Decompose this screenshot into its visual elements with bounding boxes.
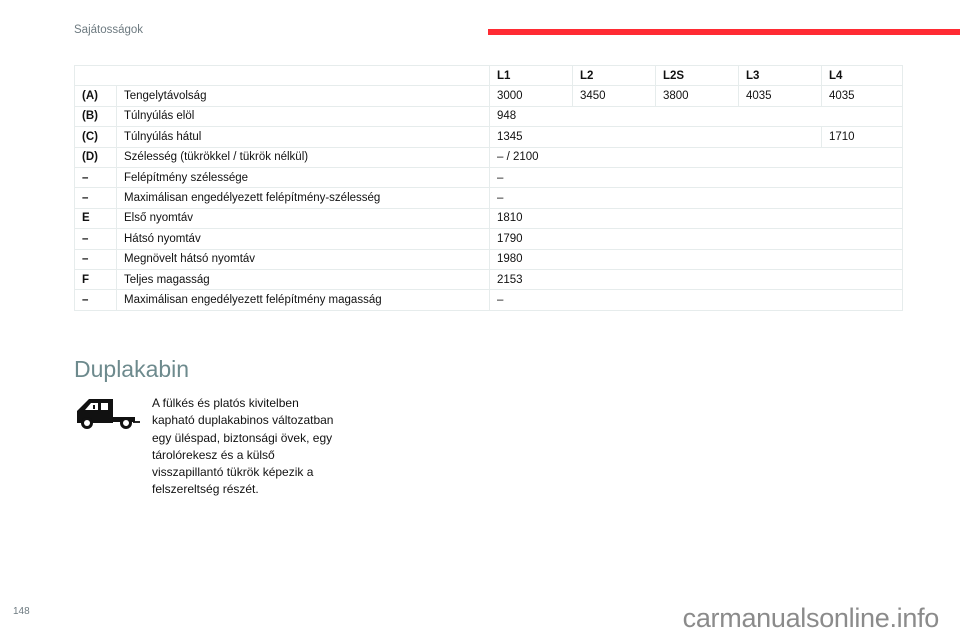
- row-value: 4035: [739, 86, 822, 106]
- row-code: –: [75, 249, 117, 269]
- row-label: Szélesség (tükrökkel / tükrök nélkül): [117, 147, 490, 167]
- table-row: [75, 208, 903, 228]
- accent-bar: [488, 29, 960, 35]
- watermark: carmanualsonline.info: [682, 603, 939, 633]
- row-code: (D): [75, 147, 117, 167]
- row-label: Teljes magasság: [117, 269, 490, 289]
- row-value: –: [490, 188, 903, 208]
- row-code: (B): [75, 106, 117, 126]
- row-value: –: [490, 290, 903, 310]
- row-value: 3000: [490, 86, 573, 106]
- row-label: Túlnyúlás hátul: [117, 127, 490, 147]
- row-code: (A): [75, 86, 117, 106]
- table-row: [75, 188, 903, 208]
- row-value: 948: [490, 106, 903, 126]
- header-cell: L1: [490, 66, 573, 86]
- running-head: Sajátosságok: [74, 24, 144, 36]
- row-value: 2153: [490, 269, 903, 289]
- section-description: A fülkés és platós kivitelben kapható duplakabinos változatban egy üléspad, biztonsági övek, egy tárolórekesz és a külső visszapillantó tükrök képezik a felszereltség részét.: [152, 396, 334, 497]
- row-label: Hátsó nyomtáv: [117, 229, 490, 249]
- header-cell: L2S: [656, 66, 739, 86]
- row-label: Megnövelt hátsó nyomtáv: [117, 249, 490, 269]
- row-code: E: [75, 208, 117, 228]
- row-code: –: [75, 229, 117, 249]
- table-row: [75, 147, 903, 167]
- row-code: –: [75, 188, 117, 208]
- row-value: 3450: [573, 86, 656, 106]
- row-code: (C): [75, 127, 117, 147]
- row-label: Maximálisan engedélyezett felépítmény-szélesség: [117, 188, 490, 208]
- page-number: 148: [13, 606, 30, 617]
- row-label: Felépítmény szélessége: [117, 167, 490, 187]
- row-value: –: [490, 167, 903, 187]
- table-row: [75, 106, 903, 126]
- table-row: [75, 229, 903, 249]
- double-cab-truck-icon: [75, 395, 141, 431]
- header-cell-empty: [75, 66, 490, 86]
- row-code: –: [75, 290, 117, 310]
- row-code: –: [75, 167, 117, 187]
- row-value: 1790: [490, 229, 903, 249]
- row-code: F: [75, 269, 117, 289]
- row-value: 1980: [490, 249, 903, 269]
- table-header-row: [75, 66, 903, 86]
- table-row: [75, 269, 903, 289]
- row-value: 1710: [822, 127, 903, 147]
- row-value: 3800: [656, 86, 739, 106]
- row-label: Túlnyúlás elöl: [117, 106, 490, 126]
- row-value: 4035: [822, 86, 903, 106]
- row-label: Tengelytávolság: [117, 86, 490, 106]
- row-value: – / 2100: [490, 147, 903, 167]
- row-value: 1810: [490, 208, 903, 228]
- header-cell: L4: [822, 66, 903, 86]
- row-label: Maximálisan engedélyezett felépítmény magasság: [117, 290, 490, 310]
- table-row: [75, 167, 903, 187]
- table-row: [75, 127, 903, 147]
- header-cell: L3: [739, 66, 822, 86]
- row-label: Első nyomtáv: [117, 208, 490, 228]
- table-row: [75, 290, 903, 310]
- table-row: [75, 249, 903, 269]
- dimensions-table: [74, 65, 903, 311]
- table-row: [75, 86, 903, 106]
- row-value: 1345: [490, 127, 822, 147]
- header-cell: L2: [573, 66, 656, 86]
- section-title: Duplakabin: [74, 356, 190, 382]
